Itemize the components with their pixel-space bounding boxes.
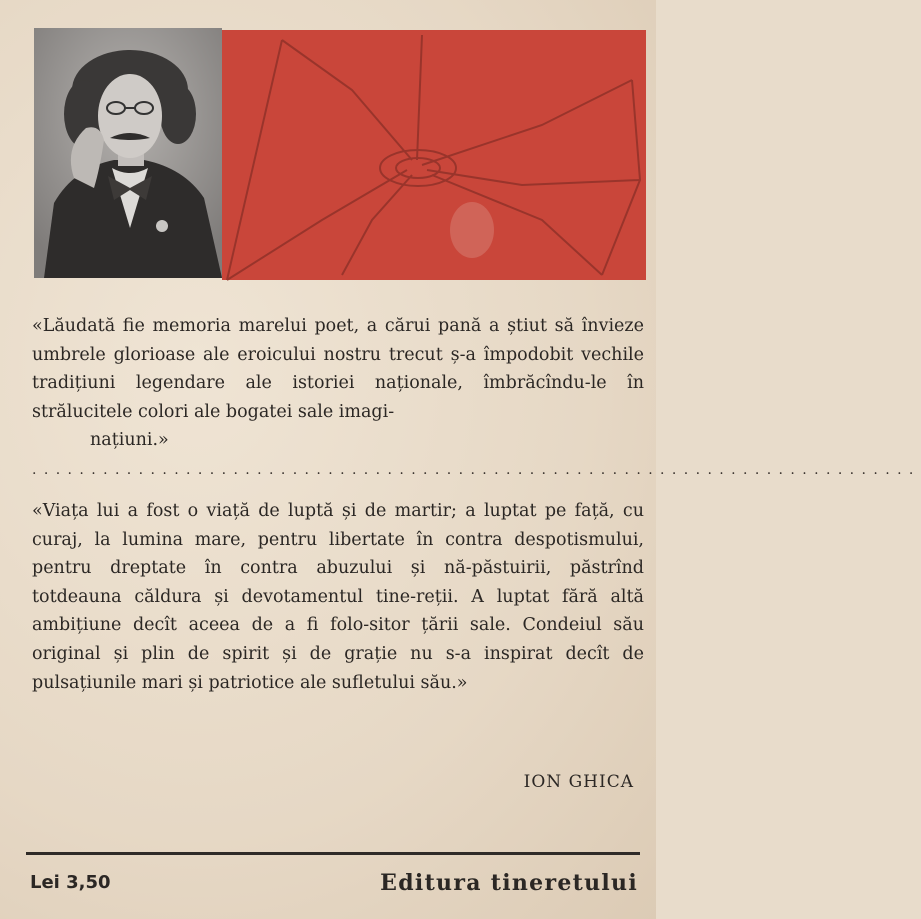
- footer-rule: [26, 852, 640, 855]
- quote-first: [32, 312, 644, 455]
- red-cover-panel: [222, 30, 646, 280]
- red-panel-sketch: [222, 30, 646, 280]
- dotted-separator: ...........................................................................: [32, 462, 921, 478]
- publisher-name: Editura tineretului: [380, 870, 638, 896]
- quote-second-text: «Viața lui a fost o viață de luptă și de martir; a luptat pe față, cu curaj, la lumina mare, pentru libertate în contra despotismului, pentru dreptate în contra abuzului și nă-păstuirii, păstrînd totdeauna căldura și devotamentul tine-reții. A luptat fără altă ambițiune decît aceea de a fi folo-sitor țării sale. Condeiul său original și plin de spirit și de grație nu s-a inspirat decît de pulsațiunile mari și patriotice ale sufletului său.»: [32, 501, 644, 693]
- poet-portrait-photo: [34, 28, 222, 278]
- quote-author: ION GHICA: [523, 772, 634, 792]
- quote-first-text: «Lăudată fie memoria marelui poet, a cărui pană a știut să învieze umbrele glorioase ale eroicului nostru trecut ș-a împodobit vechile tradițiuni legendare ale istoriei naționale, îmbrăcîndu-le în strălucitele colori ale bogatei sale imagi-: [32, 316, 644, 422]
- quote-second: [32, 497, 644, 697]
- portrait-illustration: [34, 28, 222, 278]
- book-price: Lei 3,50: [30, 872, 111, 893]
- quote-first-last-line: națiuni.»: [90, 430, 169, 451]
